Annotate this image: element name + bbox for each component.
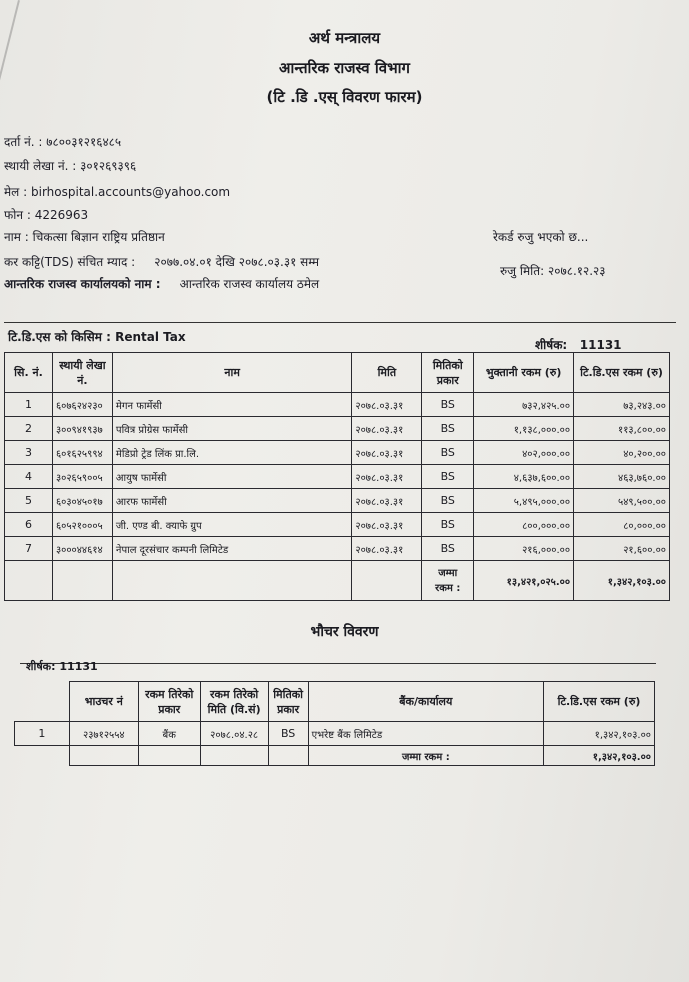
total-empty: [352, 561, 422, 601]
row-date-type: BS: [422, 513, 474, 537]
voucher-row-bank: एभरेष्ट बैंक लिमिटेड: [308, 722, 543, 746]
voucher-col-pay-date: रकम तिरेको मिति (वि.सं): [200, 682, 268, 722]
col-payment: भुक्तानी रकम (रु): [474, 353, 574, 393]
table-row: [5, 537, 670, 561]
phone-row: [4, 206, 88, 223]
row-tds: ११३,८००.००: [574, 417, 670, 441]
row-sn: 5: [5, 489, 53, 513]
row-pan: ३०००४४६१४: [52, 537, 112, 561]
row-date: २०७८.०३.३१: [352, 513, 422, 537]
voucher-heading-value: 11131: [59, 660, 98, 673]
row-tds: ७३,२४३.००: [574, 393, 670, 417]
voucher-col-date-type: मितिको प्रकार: [268, 682, 308, 722]
name-row: [4, 228, 165, 245]
period-row: [4, 253, 319, 270]
row-payment: ४०२,०००.००: [474, 441, 574, 465]
voucher-col-bank: बैंक/कार्यालय: [308, 682, 543, 722]
tds-type-value: Rental Tax: [115, 330, 186, 344]
heading-row: [535, 336, 622, 353]
voucher-heading-label: शीर्षक:: [26, 660, 56, 673]
name-label: नाम :: [4, 230, 29, 244]
tds-table: [4, 352, 670, 601]
row-tds: ४०,२००.००: [574, 441, 670, 465]
table-row: [5, 513, 670, 537]
department-title: आन्तरिक राजस्व विभाग: [279, 59, 410, 77]
total-label-line2: रकम :: [435, 582, 461, 594]
row-name: मेडिप्रो ट्रेड लिंक प्रा.लि.: [112, 441, 351, 465]
name-value: चिकत्सा बिज्ञान राष्ट्रिय प्रतिष्ठान: [32, 230, 165, 244]
period-value: २०७७.०४.०१ देखि २०७८.०३.३१ सम्म: [154, 255, 319, 269]
row-payment: ५,४९५,०००.००: [474, 489, 574, 513]
voucher-total-row: [15, 746, 655, 766]
verify-date: रुजु मिति: २०७८.१२.२३: [500, 264, 606, 278]
table-row: [5, 441, 670, 465]
form-title: (टि .डि .एस् विवरण फारम): [266, 88, 423, 106]
row-date-type: BS: [422, 537, 474, 561]
registration-number: दर्ता नं. : ७८००३१२१६४८५: [4, 135, 122, 149]
voucher-table: [14, 681, 655, 766]
voucher-col-sn: [15, 682, 70, 722]
row-date: २०७८.०३.३१: [352, 537, 422, 561]
row-sn: 3: [5, 441, 53, 465]
row-sn: 6: [5, 513, 53, 537]
row-sn: 7: [5, 537, 53, 561]
row-name: पवित्र प्रोग्रेस फार्मेसी: [112, 417, 351, 441]
voucher-total-label: जम्मा रकम :: [308, 746, 543, 766]
voucher-table-header: [15, 682, 655, 722]
voucher-row-pay-date: २०७८.०४.२८: [200, 722, 268, 746]
tds-type-row: [8, 328, 186, 345]
period-label: कर कट्टि(TDS) संचित म्याद :: [4, 255, 136, 269]
row-payment: ७३२,४२५.००: [474, 393, 574, 417]
divider-voucher: [20, 663, 656, 664]
heading-value: 11131: [579, 338, 622, 352]
voucher-total-empty: [200, 746, 268, 766]
total-label-line1: जम्मा: [438, 567, 458, 579]
col-name: नाम: [112, 353, 351, 393]
pan-number: स्थायी लेखा नं. : ३०१२६९३९६: [4, 159, 137, 173]
voucher-total-empty: [268, 746, 308, 766]
voucher-row-pay-type: बैंक: [138, 722, 200, 746]
row-sn: 1: [5, 393, 53, 417]
voucher-title: भौचर विवरण: [310, 624, 379, 640]
row-tds: ८०,०००.००: [574, 513, 670, 537]
row-pan: ३०२६५९००५: [52, 465, 112, 489]
total-empty: [52, 561, 112, 601]
table-row: [5, 393, 670, 417]
row-pan: ६०३०४५०१७: [52, 489, 112, 513]
row-pan: ६०७६२४२३०: [52, 393, 112, 417]
voucher-row-number: २३७१२५५४: [69, 722, 138, 746]
voucher-row: [15, 722, 655, 746]
office-value: आन्तरिक राजस्व कार्यालय ठमेल: [179, 277, 320, 291]
row-date-type: BS: [422, 465, 474, 489]
row-date: २०७८.०३.३१: [352, 441, 422, 465]
row-date: २०७८.०३.३१: [352, 417, 422, 441]
total-tds: १,३४२,१०३.००: [574, 561, 670, 601]
row-name: नेपाल दूरसंचार कम्पनी लिमिटेड: [112, 537, 351, 561]
voucher-col-number: भाउचर नं: [69, 682, 138, 722]
voucher-total-value: १,३४२,१०३.००: [544, 746, 655, 766]
row-name: आरफ फार्मेसी: [112, 489, 351, 513]
email-row: [4, 183, 230, 200]
row-tds: ५४९,५००.००: [574, 489, 670, 513]
row-tds: २१,६००.००: [574, 537, 670, 561]
office-row: [4, 275, 319, 292]
ministry-title: अर्थ मन्त्रालय: [308, 29, 381, 47]
col-tds: टि.डि.एस रकम (रु): [574, 353, 670, 393]
voucher-row-date-type: BS: [268, 722, 308, 746]
col-sn: सि. नं.: [5, 353, 53, 393]
row-sn: 4: [5, 465, 53, 489]
row-name: जी. एण्ड बी. क्याफे ग्रुप: [112, 513, 351, 537]
tds-type-label: टि.डि.एस को किसिम :: [8, 330, 111, 344]
row-sn: 2: [5, 417, 53, 441]
heading-label: शीर्षक:: [535, 338, 568, 352]
voucher-heading-row: [26, 659, 98, 674]
row-date-type: BS: [422, 393, 474, 417]
total-payment: १३,४२१,०२५.००: [474, 561, 574, 601]
voucher-total-empty: [69, 746, 138, 766]
row-tds: ४६३,७६०.००: [574, 465, 670, 489]
row-pan: ३००९४१९३७: [52, 417, 112, 441]
tds-table-header: [5, 353, 670, 393]
row-payment: १,१३८,०००.००: [474, 417, 574, 441]
tds-total-row: [5, 561, 670, 601]
voucher-row-sn: 1: [15, 722, 70, 746]
voucher-col-tds: टि.डि.एस रकम (रु): [544, 682, 655, 722]
row-payment: २१६,०००.००: [474, 537, 574, 561]
row-date-type: BS: [422, 489, 474, 513]
record-note: रेकर्ड रुजु भएको छ...: [493, 230, 589, 244]
table-row: [5, 417, 670, 441]
phone-label: फोन :: [4, 208, 31, 222]
row-name: मेगन फार्मेसी: [112, 393, 351, 417]
col-date-type: मितिको प्रकार: [422, 353, 474, 393]
voucher-row-tds: १,३४२,१०३.००: [544, 722, 655, 746]
voucher-col-pay-type: रकम तिरेको प्रकार: [138, 682, 200, 722]
row-date-type: BS: [422, 417, 474, 441]
row-name: आयुष फार्मेसी: [112, 465, 351, 489]
col-date: मिति: [352, 353, 422, 393]
row-pan: ६०५२१०००५: [52, 513, 112, 537]
email-value: birhospital.accounts@yahoo.com: [31, 185, 231, 199]
email-label: मेल :: [4, 185, 28, 199]
row-payment: ८००,०००.००: [474, 513, 574, 537]
phone-value: 4226963: [34, 208, 89, 222]
total-empty: [5, 561, 53, 601]
row-date: २०७८.०३.३१: [352, 489, 422, 513]
row-pan: ६०१६२५९९४: [52, 441, 112, 465]
table-row: [5, 465, 670, 489]
row-payment: ४,६३७,६००.००: [474, 465, 574, 489]
row-date: २०७८.०३.३१: [352, 393, 422, 417]
row-date-type: BS: [422, 441, 474, 465]
voucher-total-empty: [138, 746, 200, 766]
row-date: २०७८.०३.३१: [352, 465, 422, 489]
total-empty: [112, 561, 351, 601]
voucher-total-empty: [15, 746, 70, 766]
table-row: [5, 489, 670, 513]
total-label: [422, 561, 474, 601]
divider-top: [4, 322, 676, 323]
office-label: आन्तरिक राजस्व कार्यालयको नाम :: [4, 277, 161, 291]
col-pan: स्थायी लेखा नं.: [52, 353, 112, 393]
